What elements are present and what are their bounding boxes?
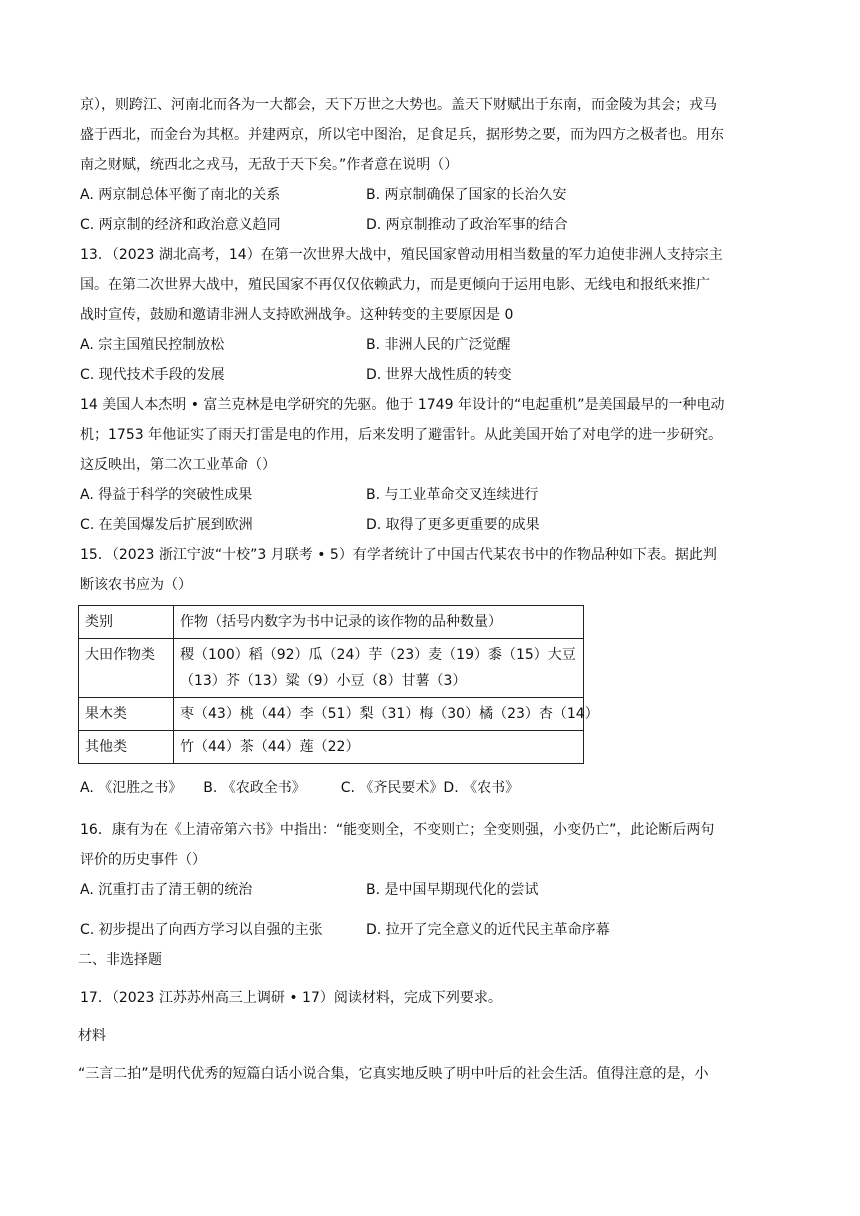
q14-option-c: C. 在美国爆发后扩展到欧洲	[80, 517, 253, 533]
q14-line-1: 14 美国人本杰明 • 富兰克林是电学研究的先驱。他于 1749 年设计的“电起重机”是美国最早的一种电动	[80, 397, 725, 413]
table-cell-category: 其他类	[79, 731, 174, 764]
q13-options-row-2	[80, 365, 784, 385]
table-row	[79, 731, 584, 764]
table-cell-category: 果木类	[79, 698, 174, 731]
table-cell-category: 大田作物类	[79, 639, 174, 698]
q16-option-c: C. 初步提出了向西方学习以自强的主张	[80, 922, 323, 938]
q14-option-b: B. 与工业革命交叉连续进行	[366, 487, 539, 503]
crop-table	[78, 605, 599, 764]
q16-option-d: D. 拉开了完全意义的近代民主革命序幕	[366, 922, 610, 938]
q16-line-2: 评价的历史事件（）	[80, 852, 206, 868]
question-12-stem	[80, 95, 784, 175]
q14-options-row-2	[80, 515, 784, 535]
table-cell-crops: 竹（44）茶（44）莲（22）	[174, 731, 584, 764]
q12-line-3: 南之财赋，统西北之戎马，无敌于天下矣。”作者意在说明（）	[80, 157, 459, 173]
question-14-stem	[80, 395, 784, 475]
q16-options-row-2	[80, 920, 784, 940]
document-page	[80, 95, 784, 1084]
table-cell-crops: 枣（43）桃（44）李（51）梨（31）梅（30）橘（23）杏（14）	[174, 698, 584, 731]
table-row	[79, 698, 584, 731]
q13-option-d: D. 世界大战性质的转变	[366, 367, 512, 383]
material-line: “三言二拍”是明代优秀的短篇白话小说合集，它真实地反映了明中叶后的社会生活。值得注意的是，小	[78, 1066, 709, 1082]
q14-option-d: D. 取得了更多更重要的成果	[366, 517, 540, 533]
q12-line-1: 京），则跨江、河南北而各为一大都会，天下万世之大势也。盖天下财赋出于东南，而金陵为其会；戎马	[80, 97, 717, 113]
q14-line-2: 机；1753 年他证实了雨天打雷是电的作用，后来发明了避雷针。从此美国开始了对电学的进一步研究。	[80, 427, 723, 443]
q12-options-row-2	[80, 215, 784, 235]
q12-line-2: 盛于西北，而金台为其枢。并建两京，所以宅中图治，足食足兵，据形势之要，而为四方之极者也。用东	[80, 127, 724, 143]
q13-option-b: B. 非洲人民的广泛觉醒	[366, 337, 511, 353]
q14-options-row-1	[80, 485, 784, 505]
q15-line-2: 断该农书应为（）	[80, 577, 192, 593]
q14-line-3: 这反映出，第二次工业革命（）	[80, 457, 276, 473]
q13-line-1: 13．（2023 湖北高考，14）在第一次世界大战中，殖民国家曾动用相当数量的军力迫使非洲人支持宗主	[80, 247, 723, 263]
q13-option-a: A. 宗主国殖民控制放松	[80, 337, 225, 353]
q16-options-row-1	[80, 880, 784, 900]
table-row	[79, 639, 584, 698]
q16-option-b: B. 是中国早期现代化的尝试	[366, 882, 539, 898]
q15-options: A. 《氾胜之书》 B. 《农政全书》 C. 《齐民要术》D. 《农书》	[80, 780, 520, 796]
q12-option-a: A. 两京制总体平衡了南北的关系	[80, 187, 281, 203]
question-13-stem	[80, 245, 784, 325]
table-header-row	[79, 606, 584, 639]
q16-option-a: A. 沉重打击了清王朝的统治	[80, 882, 253, 898]
q12-option-d: D. 两京制推动了政治军事的结合	[366, 217, 568, 233]
question-16-stem	[80, 820, 784, 870]
q13-line-2: 国。在第二次世界大战中，殖民国家不再仅仅依赖武力，而是更倾向于运用电影、无线电和报纸来推广	[80, 277, 710, 293]
q15-line-1: 15．（2023 浙江宁波“十校”3 月联考 • 5）有学者统计了中国古代某农书中的作物品种如下表。据此判	[80, 547, 717, 563]
table-header-crops: 作物（括号内数字为书中记录的该作物的品种数量）	[174, 606, 584, 639]
q14-option-a: A. 得益于科学的突破性成果	[80, 487, 253, 503]
q17-line: 17．（2023 江苏苏州高三上调研 • 17）阅读材料，完成下列要求。	[80, 990, 502, 1006]
q13-option-c: C. 现代技术手段的发展	[80, 367, 225, 383]
table-header-category: 类别	[79, 606, 174, 639]
question-15-stem	[80, 545, 784, 595]
section-heading: 二、非选择题	[78, 952, 162, 968]
q12-options-row-1	[80, 185, 784, 205]
q16-line-1: 16．康有为在《上清帝第六书》中指出：“能变则全，不变则亡；全变则强，小变仍亡”，此论断后两句	[80, 822, 715, 838]
q12-option-c: C. 两京制的经济和政治意义趋同	[80, 217, 281, 233]
material-label: 材料	[78, 1028, 106, 1044]
q12-option-b: B. 两京制确保了国家的长治久安	[366, 187, 567, 203]
q13-options-row-1	[80, 335, 784, 355]
table-cell-crops: 稷（100）稻（92）瓜（24）芋（23）麦（19）黍（15）大豆（13）芥（13）粱（9）小豆（8）甘薯（3）	[174, 639, 584, 698]
q13-line-3: 战时宣传，鼓励和邀请非洲人支持欧洲战争。这种转变的主要原因是 0	[80, 307, 514, 323]
